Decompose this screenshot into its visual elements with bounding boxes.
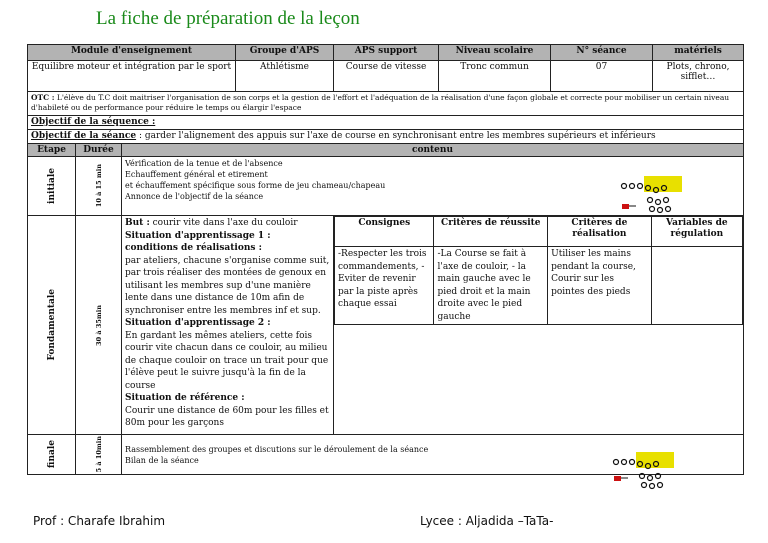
etape-header: Etape [28,144,76,157]
otc-row [28,92,744,116]
initiale-line: Echauffement général et etirement [125,170,268,179]
initiale-line: Annonce de l'objectif de la séance [125,192,264,201]
header-row [28,45,744,61]
but-text: courir vite dans l'axe du couloir [149,218,298,228]
footer-lycee: Lycee : Aljadida –TaTa- [420,514,554,528]
regulation-header: Variables de régulation [651,217,742,247]
niveau-value: Tronc commun [439,61,551,92]
finale-line: Rassemblement des groupes et discutions sur le déroulement de la séance [125,444,429,454]
reference-label: Situation de référence : [125,393,245,403]
duree-header: Durée [76,144,122,157]
finale-etape-cell [28,435,76,475]
materiels-header: matériels [653,45,744,61]
objectif-seance-text: : garder l'alignement des appuis sur l'axe de course en synchronisant entre les membres supérieurs et inférieurs [138,131,656,141]
finale-duree-cell [76,435,122,475]
initiale-duree-cell [76,157,122,216]
otc-label: OTC : [31,93,55,102]
initiale-line: et échauffement spécifique sous forme de jeu chameau/chapeau [125,181,386,190]
initiale-etape-cell [28,157,76,216]
finale-duree-label: 5 à 10min [94,436,103,473]
reference-text: Courir une distance de 60m pour les filles et 80m pour les garçons [125,405,329,428]
footer-prof: Prof : Charafe Ibrahim [33,514,166,528]
fondamentale-duree-label: 30 à 35min [94,304,103,346]
fondamentale-situations [122,216,334,435]
aps-value: Course de vitesse [334,61,439,92]
sa1-label: Situation d'apprentissage 1 : [125,230,271,241]
fondamentale-row [28,216,744,435]
contenu-header: contenu [122,144,744,157]
objectif-seance-row [28,130,744,144]
consignes-header: Consignes [335,217,434,247]
fondamentale-etape-label: Fondamentale [46,289,57,361]
initiale-line: Vérification de la tenue et de l'absence [125,159,283,168]
aps-header: APS support [334,45,439,61]
header-values-row [28,61,744,92]
seance-value: 07 [551,61,653,92]
objectif-sequence-row [28,116,744,130]
regulation-text [651,247,742,325]
consignes-text: -Respecter les trois commandements, -Eviter de revenir par la piste après chaque essai [335,247,434,325]
module-header: Module d'enseignement [28,45,236,61]
initiale-etape-label: initiale [46,168,57,204]
but-label: But : [125,218,150,228]
columns-header-row [28,144,744,157]
sa2-text: En gardant les mêmes ateliers, cette fois courir vite chacun dans ce couloir, au milieu de chaque couloir on trace un trait pour que l'élève peut le suivre jusqu'à la fin de la course [125,330,329,391]
conditions-label: conditions de réalisations : [125,243,262,253]
groupe-value: Athlétisme [236,61,334,92]
fondamentale-duree-cell [76,216,122,435]
page-title: La fiche de préparation de la leçon [96,8,360,29]
reussite-header: Critères de réussite [434,217,548,247]
students-diagram-icon [612,176,686,216]
niveau-header: Niveau scolaire [439,45,551,61]
groupe-header: Groupe d'APS [236,45,334,61]
materiels-value: Plots, chrono, sifflet… [653,61,744,92]
initiale-duree-label: 10 à 15 min [94,164,103,208]
finale-etape-label: finale [46,440,57,469]
lesson-table [27,44,744,475]
otc-text: L'élève du T.C doit maitriser l'organisation de son corps et la gestion de l'effort et l'adéquation de la réalisation d'une façon globale et correcte pour mobiliser un certain niveau d'habileté ou de performance pour réduire le temps ou élargir l'espace [31,93,730,112]
objectif-sequence-cell [28,116,744,130]
objectif-seance-cell [28,130,744,144]
otc-cell [28,92,744,116]
criteria-cell [334,216,744,435]
sa1-text: par ateliers, chacune s'organise comme suit, par trois réaliser des montées de genoux en utilisant les membres sup d'une manière lente dans une distance de 10m afin de synchroniser entre les membres inf et sup. [125,255,330,316]
reussite-text: -La Course se fait à l'axe de couloir, - la main gauche avec le pied droit et la main droite avec le pied gauche [434,247,548,325]
students-diagram-icon [604,452,678,492]
seance-header: N° séance [551,45,653,61]
objectif-sequence-label: Objectif de la séquence : [31,117,156,127]
fondamentale-etape-cell [28,216,76,435]
realisation-header: Critères de réalisation [548,217,652,247]
module-value: Equilibre moteur et intégration par le sport [28,61,236,92]
objectif-seance-label: Objectif de la séance [31,131,137,141]
realisation-text: Utiliser les mains pendant la course, Courir sur les pointes des pieds [548,247,652,325]
criteria-table [334,216,743,325]
sa2-label: Situation d'apprentissage 2 : [125,318,271,328]
finale-line: Bilan de la séance [125,455,199,465]
